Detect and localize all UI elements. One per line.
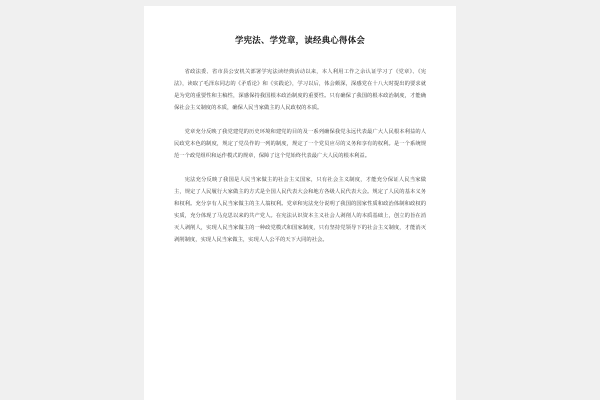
paragraph-3: 宪法充分反映了我国是人民当家做主的社会主义国家，只有社会主义制度，才能充分保证人民当家做主，规定了人民履行大家做主的方式是全国人民代表大会和地方各级人民代表大会。规定了人民的基本义务和权利。充分享有人民当家做主的主人翁权利。党章和宪法充分说明了我国的国家性质和政治体制和政权的实质，充分体现了马克思以来的共产党人。在宪法认识资本主义社会人剥削人的本质基础上，创立的旨在消灭人剥削人，实现人民当家做主的一种政党模式和国家制度，只有坚持党领导下的社会主义制度，才能消灭剥削制度，实现人民当家做主，实现人人公平的天下大同的社会。 — [174, 177, 426, 243]
paragraph-2: 党章充分反映了我党建党的历史环境和建党的目的及一系列确保我党永远代表最广大人民根本利益的人民政党本色的制度，规定了党员作的一列的制度，规定了一个党员应尽的义务和享有的权利。是一个系统规范一个政党组织和运作模式的规章，保障了这个党始终代表最广大人民的根本利益。 — [174, 129, 426, 159]
document-page — [144, 6, 456, 400]
paragraph-1: 省政法委、省市县公安机关部署学宪法读经典活动以来，本人利用工作之余认证学习了《党章》、《宪法》，读取了毛泽东同志的《矛盾论》和《实践论》，学习以后，体会颇深，深感党在十八大时提出的要求就是为党的重要性和主稿性，深感保持我国根本政治制度的重要性。只有确保了我国的根本政治制度，才能确保社会主义制度的本质，确保人民当家做主的人民政权的本质。 — [174, 69, 426, 111]
document-title: 学宪法、学党章，读经典心得体会 — [234, 35, 366, 45]
